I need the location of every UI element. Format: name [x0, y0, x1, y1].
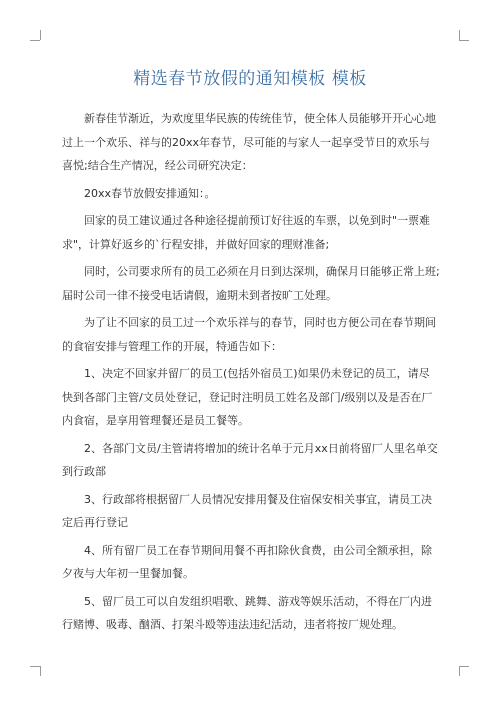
crop-mark-bottom-right — [459, 666, 469, 667]
paragraph: 2、各部门文员/主管请将增加的统计名单于元月xx日前将留厂人里名单交到行政部 — [62, 441, 438, 478]
paragraph: 新春佳节渐近，为欢度里华民族的传统佳节，使全体人员能够开开心心地过上一个欢乐、祥与的20xx年春节，尽可能的与家人一起享受节日的欢乐与喜悦;结合生产情况，经公司研究决定： — [62, 112, 436, 172]
document-body — [62, 107, 440, 641]
paragraph: 1、决定不回家并留厂的员工(包括外宿员工)如果仍未登记的员工，请尽快到各部门主管/文员处登记，登记时注明员工姓名及部门/级别以及是否在厂内食宿，是享用管理餐还是员工餐等。 — [62, 367, 433, 427]
crop-mark-top-right — [459, 30, 460, 40]
crop-mark-top-left — [30, 40, 40, 41]
paragraph: 4、所有留厂员工在春节期间用餐不再扣除伙食费，由公司全额承担，除夕夜与大年初一里餐加餐。 — [62, 543, 432, 580]
document-title: 精选春节放假的通知模板 模板 — [133, 69, 367, 89]
crop-mark-top-left — [40, 30, 41, 40]
paragraph: 为了让不回家的员工过一个欢乐祥与的春节，同时也方便公司在春节期间的食宿安排与管理工作的开展，特通告如下： — [62, 316, 436, 353]
paragraph: 20xx春节放假安排通知：。 — [84, 186, 216, 200]
crop-mark-bottom-left — [40, 666, 41, 676]
paragraph: 同时，公司要求所有的员工必须在月日到达深圳，确保月日能够正常上班;届时公司一律不接受电话请假，逾期未到者按旷工处理。 — [62, 265, 440, 302]
paragraph: 回家的员工建议通过各种途径提前预订好往返的车票，以免到时"一票难求"，计算好返乡的`行程安排，并做好回家的理财准备; — [62, 214, 431, 251]
crop-mark-bottom-right — [459, 666, 460, 676]
crop-mark-bottom-left — [30, 666, 40, 667]
paragraph: 3、行政部将根据留厂人员情况安排用餐及住宿保安相关事宜，请员工决定后再行登记 — [62, 492, 432, 529]
paragraph: 5、留厂员工可以自发组织唱歌、跳舞、游戏等娱乐活动，不得在厂内进行赌博、吸毒、酗酒、打架斗殴等违法违纪活动，违者将按厂规处理。 — [62, 594, 432, 631]
crop-mark-top-right — [459, 40, 469, 41]
